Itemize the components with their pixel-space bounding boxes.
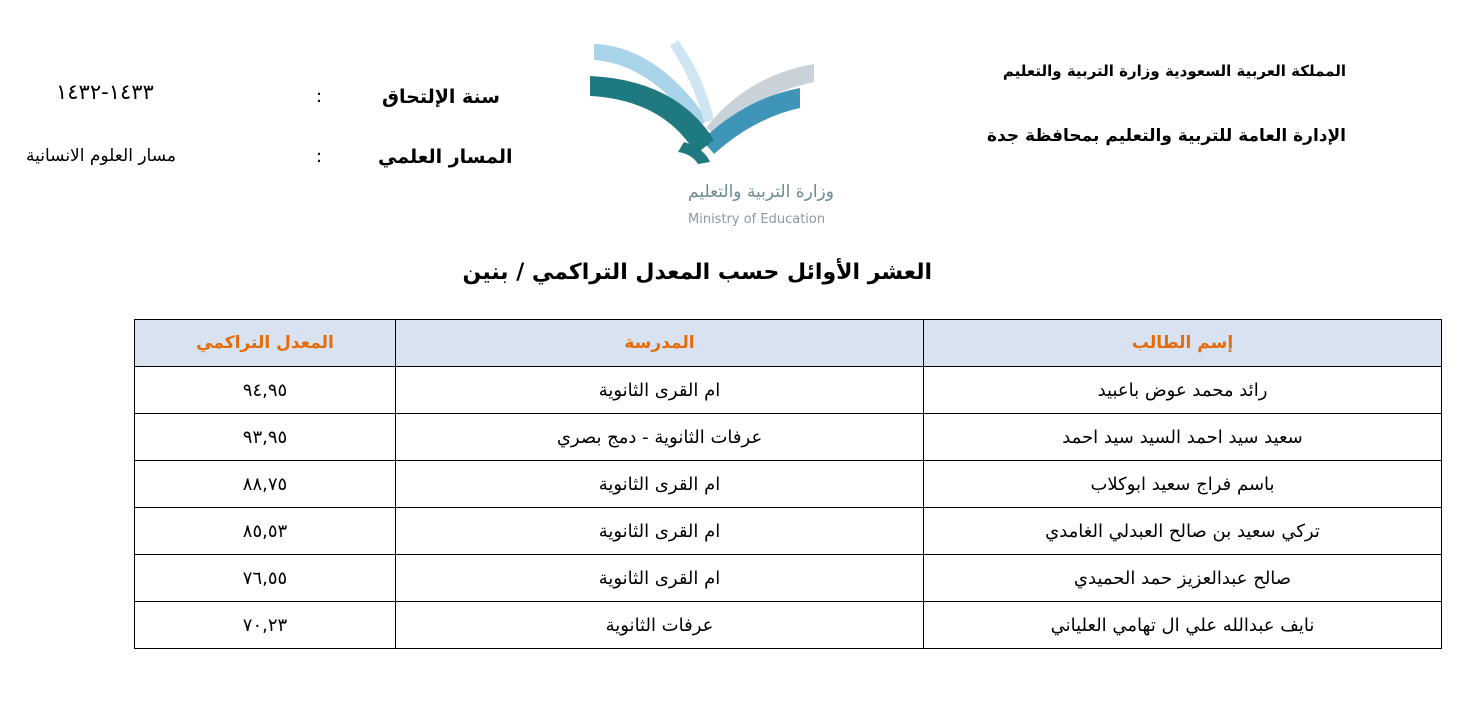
cell-school: عرفات الثانوية bbox=[396, 602, 924, 649]
cell-student-name: تركي سعيد بن صالح العبدلي الغامدي bbox=[924, 508, 1442, 555]
cell-gpa: ٩٤,٩٥ bbox=[135, 367, 396, 414]
cell-gpa: ٨٥,٥٣ bbox=[135, 508, 396, 555]
logo-arabic-text: وزارة التربية والتعليم bbox=[688, 182, 834, 202]
track-colon: : bbox=[316, 146, 323, 167]
cell-student-name: صالح عبدالعزيز حمد الحميدي bbox=[924, 555, 1442, 602]
track-label: المسار العلمي bbox=[378, 146, 513, 168]
header-student-name: إسم الطالب bbox=[924, 320, 1442, 367]
cell-school: عرفات الثانوية - دمج بصري bbox=[396, 414, 924, 461]
cell-gpa: ٨٨,٧٥ bbox=[135, 461, 396, 508]
directorate-name: الإدارة العامة للتربية والتعليم بمحافظة جدة bbox=[987, 126, 1346, 146]
header-gpa: المعدل التراكمي bbox=[135, 320, 396, 367]
results-table bbox=[134, 319, 1442, 649]
cell-school: ام القرى الثانوية bbox=[396, 508, 924, 555]
table-row bbox=[135, 508, 1442, 555]
cell-student-name: سعيد سيد احمد السيد سيد احمد bbox=[924, 414, 1442, 461]
table-header-row bbox=[135, 320, 1442, 367]
enrollment-year-colon: : bbox=[316, 86, 323, 107]
track-value: مسار العلوم الانسانية bbox=[26, 146, 176, 166]
cell-school: ام القرى الثانوية bbox=[396, 461, 924, 508]
table-row bbox=[135, 602, 1442, 649]
table-row bbox=[135, 555, 1442, 602]
ministry-name: المملكة العربية السعودية وزارة التربية والتعليم bbox=[1002, 62, 1346, 80]
page-title: العشر الأوائل حسب المعدل التراكمي / بنين bbox=[462, 260, 932, 285]
logo-english-text: Ministry of Education bbox=[688, 212, 826, 227]
cell-gpa: ٧٠,٢٣ bbox=[135, 602, 396, 649]
cell-gpa: ٧٦,٥٥ bbox=[135, 555, 396, 602]
cell-student-name: باسم فراج سعيد ابوكلاب bbox=[924, 461, 1442, 508]
table-row bbox=[135, 461, 1442, 508]
enrollment-year-value: ١٤٣٣-١٤٣٢ bbox=[56, 80, 154, 104]
cell-school: ام القرى الثانوية bbox=[396, 555, 924, 602]
enrollment-year-label: سنة الإلتحاق bbox=[382, 86, 500, 108]
table-row bbox=[135, 414, 1442, 461]
table-row bbox=[135, 367, 1442, 414]
cell-student-name: نايف عبدالله علي ال تهامي العلياني bbox=[924, 602, 1442, 649]
ministry-of-education-logo bbox=[586, 36, 836, 236]
cell-student-name: رائد محمد عوض باعبيد bbox=[924, 367, 1442, 414]
cell-school: ام القرى الثانوية bbox=[396, 367, 924, 414]
cell-gpa: ٩٣,٩٥ bbox=[135, 414, 396, 461]
header-school: المدرسة bbox=[396, 320, 924, 367]
